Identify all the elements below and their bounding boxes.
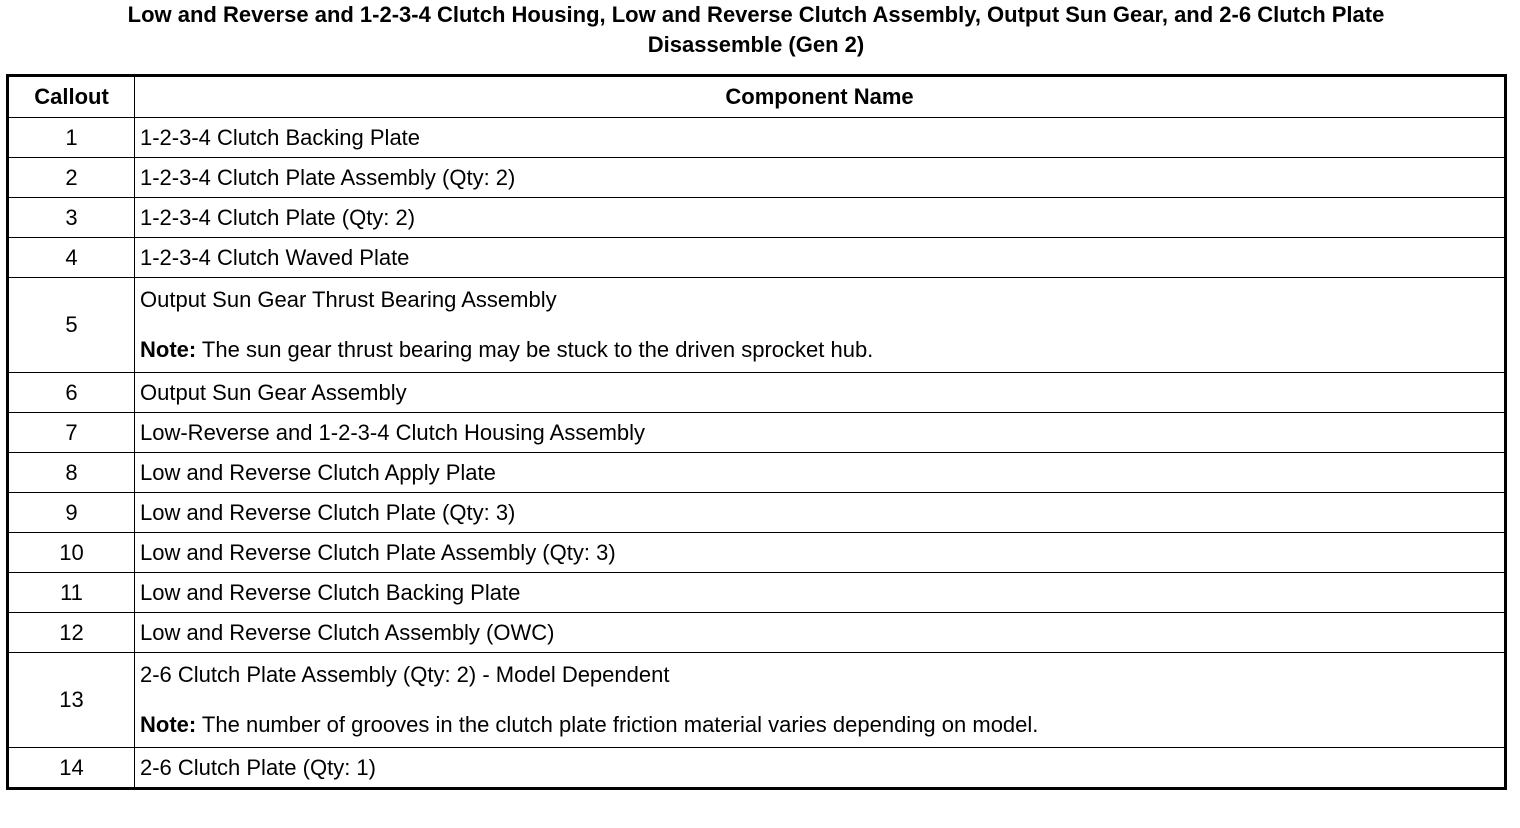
component-name-cell: Low and Reverse Clutch Plate (Qty: 3) [135, 493, 1506, 533]
callout-cell: 7 [8, 413, 135, 453]
title-line-1: Low and Reverse and 1-2-3-4 Clutch Housing, Low and Reverse Clutch Assembly, Output Sun Gear, and 2-6 Clutch Plate [127, 2, 1385, 27]
callout-cell: 12 [8, 613, 135, 653]
table-row [8, 278, 1506, 373]
title-line-2: Disassemble (Gen 2) [647, 32, 865, 57]
note [140, 712, 1504, 738]
document-title [0, 0, 1512, 60]
component-name-cell: Low and Reverse Clutch Assembly (OWC) [135, 613, 1506, 653]
component-table [6, 74, 1507, 790]
callout-cell: 2 [8, 158, 135, 198]
table-row [8, 238, 1506, 278]
component-name-cell: Low and Reverse Clutch Plate Assembly (Qty: 3) [135, 533, 1506, 573]
callout-cell: 14 [8, 748, 135, 789]
table-row [8, 493, 1506, 533]
callout-cell: 10 [8, 533, 135, 573]
callout-cell: 1 [8, 118, 135, 158]
callout-cell: 11 [8, 573, 135, 613]
table-row [8, 118, 1506, 158]
table-header-row [8, 76, 1506, 118]
callout-cell: 4 [8, 238, 135, 278]
table-row [8, 573, 1506, 613]
table-row [8, 373, 1506, 413]
callout-cell: 8 [8, 453, 135, 493]
callout-cell: 3 [8, 198, 135, 238]
callout-cell: 9 [8, 493, 135, 533]
table-row [8, 613, 1506, 653]
table-row [8, 413, 1506, 453]
table-row [8, 653, 1506, 748]
table-row [8, 198, 1506, 238]
table-row [8, 533, 1506, 573]
component-name-cell: 2-6 Clutch Plate (Qty: 1) [135, 748, 1506, 789]
component-name-cell: Low-Reverse and 1-2-3-4 Clutch Housing Assembly [135, 413, 1506, 453]
callout-cell: 6 [8, 373, 135, 413]
component-name-cell: 1-2-3-4 Clutch Plate (Qty: 2) [135, 198, 1506, 238]
note-text: The number of grooves in the clutch plate friction material varies depending on model. [196, 712, 1039, 737]
note-text: The sun gear thrust bearing may be stuck to the driven sprocket hub. [196, 337, 874, 362]
component-name-cell: Output Sun Gear Assembly [135, 373, 1506, 413]
component-name-cell: Low and Reverse Clutch Apply Plate [135, 453, 1506, 493]
callout-column-header: Callout [8, 76, 135, 118]
table-row [8, 453, 1506, 493]
component-name-cell [135, 278, 1506, 373]
component-name-column-header: Component Name [135, 76, 1506, 118]
table-row [8, 748, 1506, 789]
component-name-cell: 1-2-3-4 Clutch Waved Plate [135, 238, 1506, 278]
component-name-text: Output Sun Gear Thrust Bearing Assembly [140, 287, 557, 312]
component-name-text: 2-6 Clutch Plate Assembly (Qty: 2) - Model Dependent [140, 662, 670, 687]
component-name-cell: 1-2-3-4 Clutch Backing Plate [135, 118, 1506, 158]
note-label: Note: [140, 337, 197, 362]
note [140, 337, 1504, 363]
callout-cell: 13 [8, 653, 135, 748]
component-name-cell [135, 653, 1506, 748]
callout-cell: 5 [8, 278, 135, 373]
component-name-cell: 1-2-3-4 Clutch Plate Assembly (Qty: 2) [135, 158, 1506, 198]
component-name-cell: Low and Reverse Clutch Backing Plate [135, 573, 1506, 613]
table-row [8, 158, 1506, 198]
note-label: Note: [140, 712, 197, 737]
